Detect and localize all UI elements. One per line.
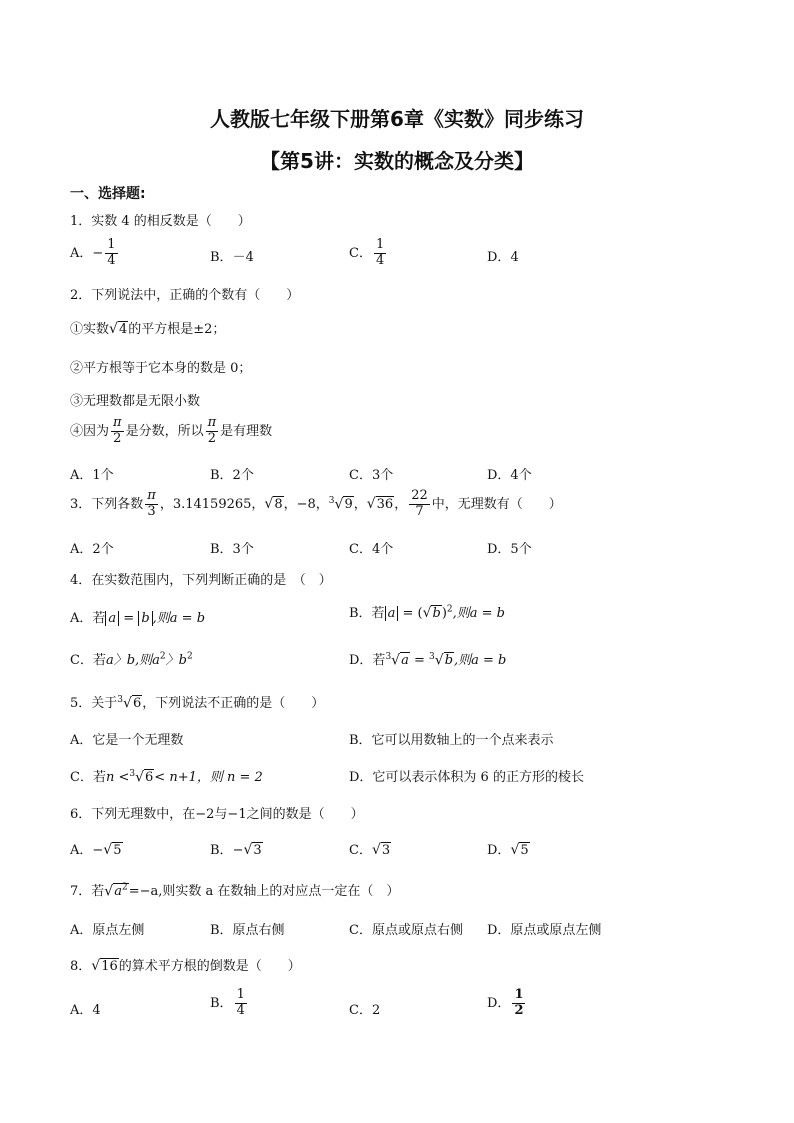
question-5-option-a: A．它是一个无理数 [70,733,184,748]
question-3-option-b: B．3个 [210,542,254,557]
question-4-option-a: A．若 a = b ,则a = b [70,611,206,626]
question-7-option-d: D．原点或原点左侧 [487,923,602,938]
question-7-option-b: B．原点右侧 [210,923,285,938]
question-4-option-d: D．若$^3$√a = $^3$√b,则a = b [349,651,507,668]
question-2-statement-1: ①实数√4的平方根是±2； [70,321,226,337]
question-1-option-b: B．－4 [210,250,254,265]
question-4-option-b: B．若 $a = (√b)^2$,则a = b [349,604,505,621]
question-2-statement-3: ③无理数都是无限小数 [70,394,201,409]
question-7-option-c: C．原点或原点右侧 [349,923,463,938]
question-8-option-d: D． $\frac{1}{2}$ [487,987,524,1018]
question-6-option-d: D．√5 [487,842,529,858]
question-8-option-c: C．2 [349,1003,381,1018]
question-6-option-b: B．−√3 [210,842,262,858]
question-1-stem: 1．实数 4 的相反数是（ ） [70,214,251,229]
question-2-option-c: C．3个 [349,468,394,483]
question-5-option-c: C．若n <$^3$√6< n+1，则 n = 2 [70,768,263,785]
question-5-stem: 5．关于$^3$√6，下列说法不正确的是（ ） [70,694,325,711]
question-3-option-a: A．2个 [70,542,114,557]
question-2-option-b: B．2个 [210,468,254,483]
question-2-option-d: D．4个 [487,468,532,483]
question-1-option-a: A．− $\frac{1}{4}$ [70,237,116,268]
question-8-stem: 8．√16的算术平方根的倒数是（ ） [70,958,301,974]
question-6-stem: 6．下列无理数中，在−2与−1之间的数是（ ） [70,807,364,822]
page-subtitle: 【第5讲：实数的概念及分类】 [260,149,534,173]
question-2-stem: 2．下列说法中，正确的个数有（ ） [70,288,300,303]
question-2-statement-2: ②平方根等于它本身的数是 0； [70,361,252,376]
question-4-option-c: C．若a〉b,则$a^2$〉$b^2$ [70,651,193,668]
question-1-option-c: C． $\frac{1}{4}$ [349,237,385,268]
question-8-option-a: A．4 [70,1003,101,1018]
question-5-option-b: B．它可以用数轴上的一个点来表示 [349,733,554,748]
question-6-option-c: C．√3 [349,842,391,858]
question-1-option-d: D．4 [487,250,519,265]
question-5-option-d: D．它可以表示体积为 6 的正方形的棱长 [349,770,584,785]
section-heading: 一、选择题: [70,186,146,202]
question-4-stem: 4．在实数范围内，下列判断正确的是 （ ） [70,573,332,588]
page-title: 人教版七年级下册第6章《实数》同步练习 [210,107,584,131]
question-7-option-a: A．原点左侧 [70,923,145,938]
question-7-stem: 7．若$√a^2=-a$,则实数 a 在数轴上的对应点一定在（ ） [70,882,400,899]
question-8-option-b: B． $\frac{1}{4}$ [210,987,245,1018]
question-3-option-d: D．5个 [487,542,532,557]
question-3-option-c: C．4个 [349,542,394,557]
question-2-statement-4: ④因为 $\frac{\pi}{2}$ 是分数，所以 $\frac{\pi}{2}$ 是有理数 [70,415,273,446]
question-6-option-a: A．−√5 [70,842,122,858]
question-2-option-a: A．1个 [70,468,114,483]
question-3-stem: 3．下列各数 $\frac{\pi}{3}$ ，3.14159265，√8，−8，$^3$√9，√36， $\frac{22}{7}$ 中，无理数有（ ） [70,488,562,519]
